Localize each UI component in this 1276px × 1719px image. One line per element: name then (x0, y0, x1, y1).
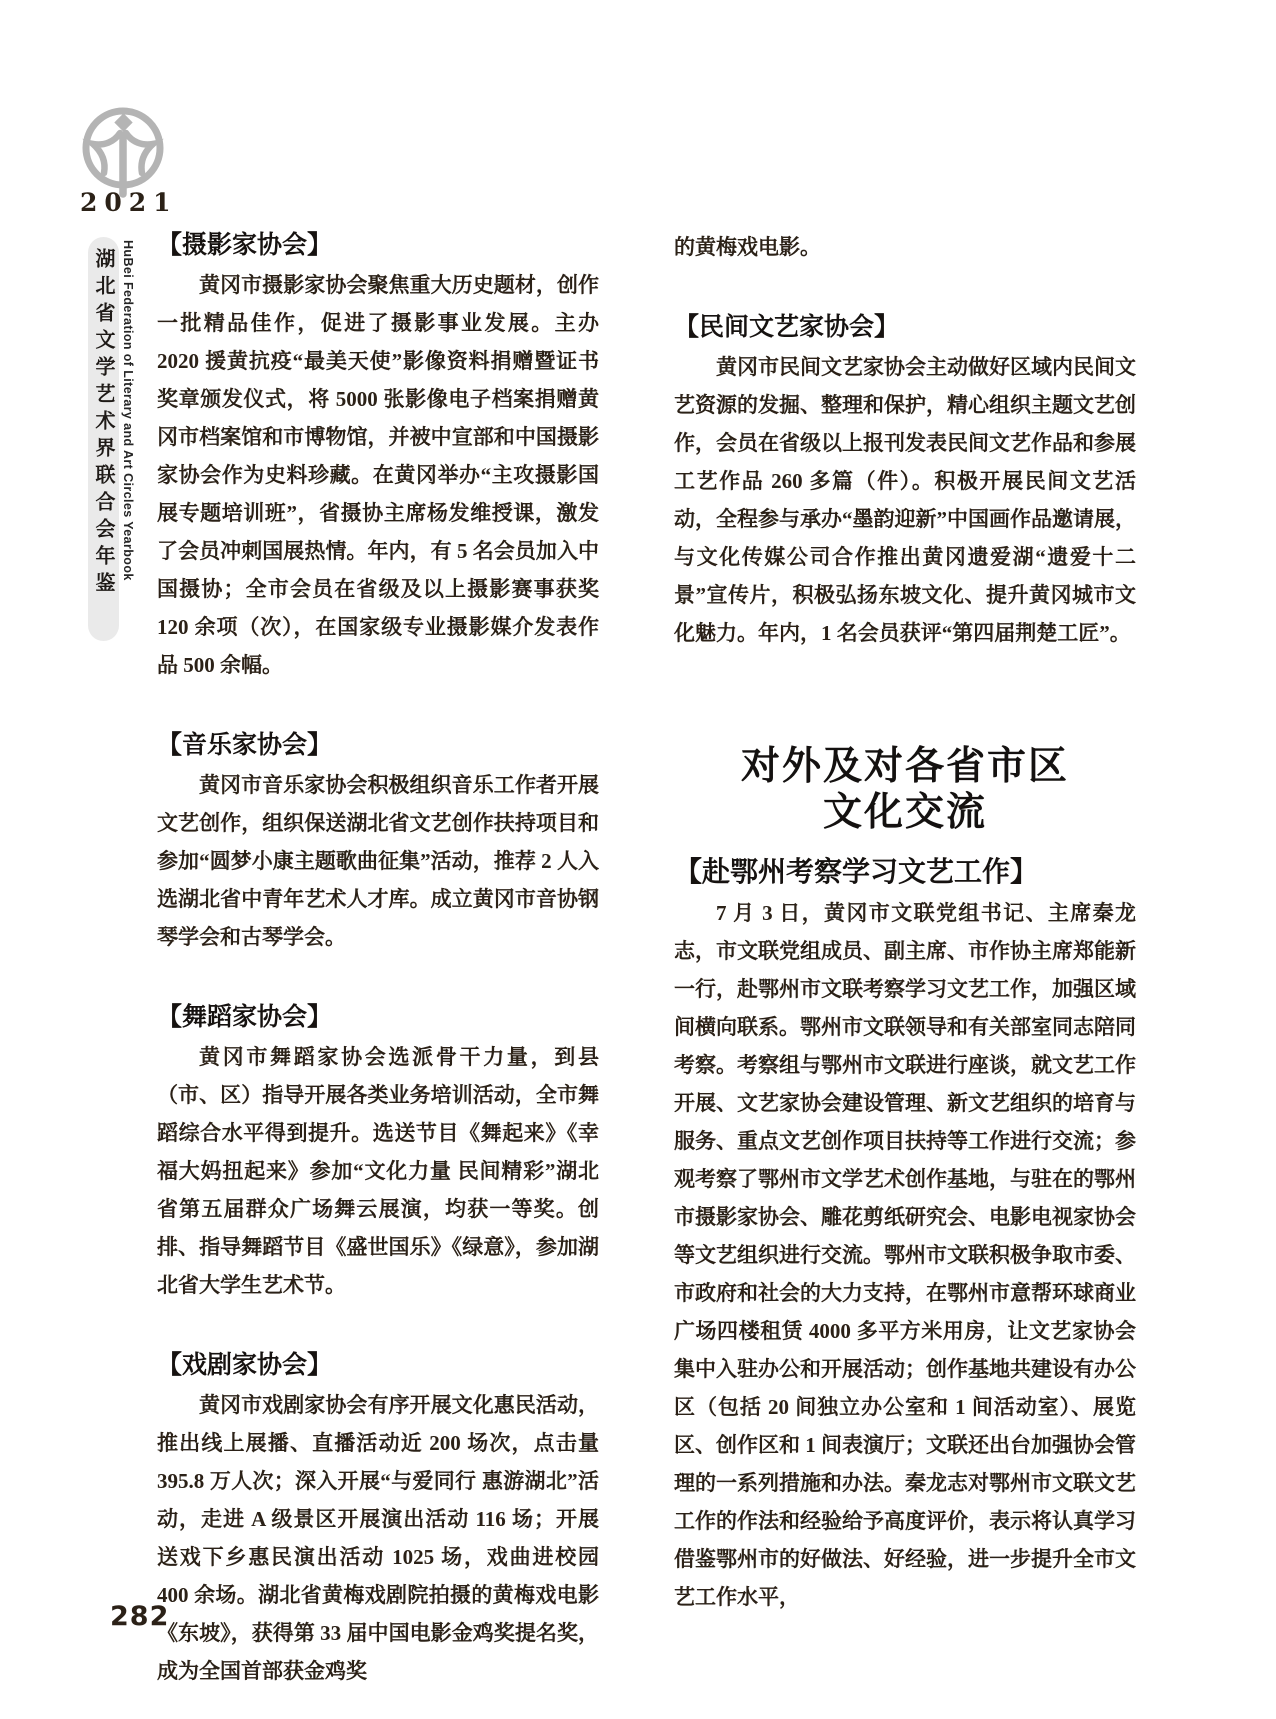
chapter-title-line2: 文化交流 (822, 790, 987, 835)
section-heading: 【赴鄂州考察学习文艺工作】 (674, 855, 1039, 888)
section-body: 黄冈市民间文艺家协会主动做好区域内民间文艺资源的发掘、整理和保护，精心组织主题文艺创作，会员在省级以上报刊发表民间文艺作品和参展工艺作品 260 多篇（件）。积极开展民间文艺活动，全程参与承办“墨韵迎新”中国画作品邀请展，与文化传媒公司合作推出黄冈遗爱湖“遗爱十二景”宣传片，积极弘扬东坡文化、提升黄冈城市文化魅力。年内，1 名会员获评“第四届荆楚工匠”。 (674, 355, 1136, 645)
spine-title-english: HuBei Federation of Literary and Art Circles Yearbook (121, 240, 135, 581)
spine-title-chinese-text: 湖北省文学艺术界联合会年鉴 (92, 248, 114, 599)
section-musicians-association (157, 728, 599, 956)
federation-emblem-icon (78, 104, 168, 198)
section-heading: 【戏剧家协会】 (157, 1350, 333, 1379)
spine-title-chinese (88, 237, 119, 641)
section-photographers-association (157, 228, 599, 684)
chapter-title-line1: 对外及对各省市区 (740, 744, 1069, 789)
section-heading: 【民间文艺家协会】 (674, 312, 900, 341)
section-heading: 【摄影家协会】 (157, 230, 333, 259)
section-body: 黄冈市戏剧家协会有序开展文化惠民活动，推出线上展播、直播活动近 200 场次，点击量 395.8 万人次；深入开展“与爱同行 惠游湖北”活动，走进 A 级景区开展演出活动 116 场；开展送戏下乡惠民演出活动 1025 场，戏曲进校园 400 余场。湖北省黄梅戏剧院拍摄的黄梅戏电影《东坡》，获得第 33 届中国电影金鸡奖提名奖，成为全国首部获金鸡奖 (157, 1393, 599, 1683)
section-heading: 【音乐家协会】 (157, 730, 333, 759)
section-ezhou-study-visit (674, 854, 1136, 1616)
edition-year: 2021 (80, 188, 178, 217)
section-dancers-association (157, 1000, 599, 1304)
page-number: 282 (110, 1601, 170, 1632)
section-heading: 【舞蹈家协会】 (157, 1002, 333, 1031)
section-body: 7 月 3 日，黄冈市文联党组书记、主席秦龙志，市文联党组成员、副主席、市作协主席郑能新一行，赴鄂州市文联考察学习文艺工作，加强区域间横向联系。鄂州市文联领导和有关部室同志陪同考察。考察组与鄂州市文联进行座谈，就文艺工作开展、文艺家协会建设管理、新文艺组织的培育与服务、重点文艺创作项目扶持等工作进行交流；参观考察了鄂州市文学艺术创作基地，与驻在的鄂州市摄影家协会、雕花剪纸研究会、电影电视家协会等文艺组织进行交流。鄂州市文联积极争取市委、市政府和社会的大力支持，在鄂州市意帮环球商业广场四楼租赁 4000 多平方米用房，让文艺家协会集中入驻办公和开展活动；创作基地共建设有办公区（包括 20 间独立办公室和 1 间活动室）、展览区、创作区和 1 间表演厅；文联还出台加强协会管理的一系列措施和办法。秦龙志对鄂州市文联文艺工作的作法和经验给予高度评价，表示将认真学习借鉴鄂州市的好做法、好经验，进一步提升全市文艺工作水平， (674, 901, 1136, 1609)
chapter-title (674, 744, 1136, 836)
section-body: 黄冈市舞蹈家协会选派骨干力量，到县（市、区）指导开展各类业务培训活动，全市舞蹈综合水平得到提升。选送节目《舞起来》《幸福大妈扭起来》参加“文化力量 民间精彩”湖北省第五届群众广场舞云展演，均获一等奖。创排、指导舞蹈节目《盛世国乐》《绿意》，参加湖北省大学生艺术节。 (157, 1045, 599, 1297)
right-column (674, 228, 1136, 1616)
left-column (157, 228, 599, 1690)
section-body: 黄冈市音乐家协会积极组织音乐工作者开展文艺创作，组织保送湖北省文艺创作扶持项目和参加“圆梦小康主题歌曲征集”活动，推荐 2 人入选湖北省中青年艺术人才库。成立黄冈市音协钢琴学会和古琴学会。 (157, 773, 599, 949)
section-dramatists-association (157, 1348, 599, 1690)
section-body: 黄冈市摄影家协会聚焦重大历史题材，创作一批精品佳作，促进了摄影事业发展。主办 2020 援黄抗疫“最美天使”影像资料捐赠暨证书奖章颁发仪式，将 5000 张影像电子档案捐赠黄冈市档案馆和市博物馆，并被中宣部和中国摄影家协会作为史料珍藏。在黄冈举办“主攻摄影国展专题培训班”，省摄协主席杨发维授课，激发了会员冲刺国展热情。年内，有 5 名会员加入中国摄协；全市会员在省级及以上摄影赛事获奖 120 余项（次），在国家级专业摄影媒介发表作品 500 余幅。 (157, 273, 599, 677)
section-folk-artists-association (674, 310, 1136, 652)
carryover-text: 的黄梅戏电影。 (674, 235, 821, 259)
